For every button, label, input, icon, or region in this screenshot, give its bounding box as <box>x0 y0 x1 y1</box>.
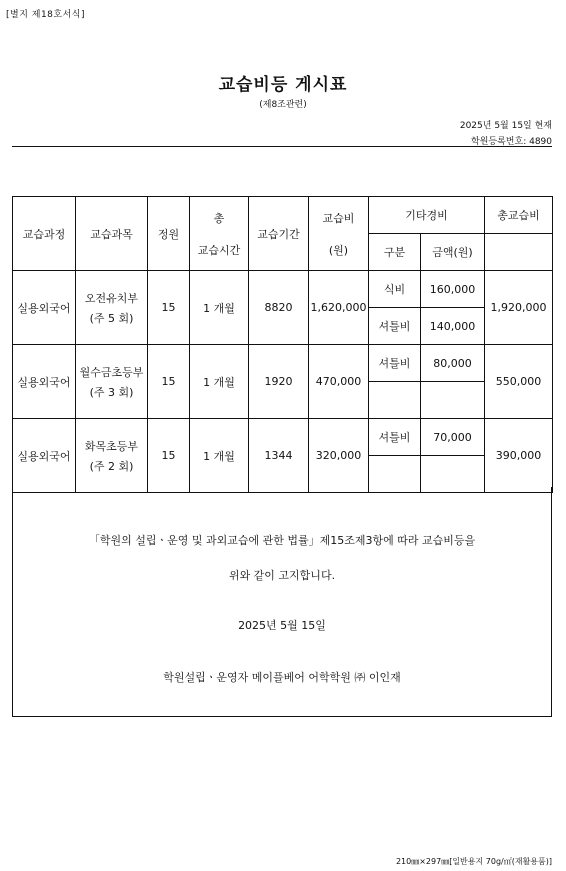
header-tuition <box>309 197 369 271</box>
header-divider <box>12 146 552 147</box>
cell-course: 실용외국어 <box>13 345 76 419</box>
cell-expense-category: 셔틀비 <box>369 345 421 382</box>
cell-tuition: 470,000 <box>309 345 369 419</box>
cell-tuition: 320,000 <box>309 419 369 493</box>
form-number-label: [별지 제18호서식] <box>6 10 85 20</box>
as-of-date: 2025년 5월 15일 현재 <box>459 121 552 131</box>
header-subject: 교습과목 <box>76 197 148 271</box>
tuition-fee-table <box>12 196 553 493</box>
cell-expense-amount: 80,000 <box>421 345 485 382</box>
cell-capacity: 15 <box>148 419 190 493</box>
table-row <box>13 345 553 382</box>
header-total-hours-line2: 교습시간 <box>197 243 241 257</box>
cell-expense-amount: 160,000 <box>421 271 485 308</box>
notice-signature: 학원설립ㆍ운영자 메이플베어 어학학원 ㈜ 이인재 <box>163 671 401 684</box>
cell-total-hours: 1 개월 <box>190 419 249 493</box>
cell-expense-amount: 140,000 <box>421 308 485 345</box>
cell-period: 1920 <box>249 345 309 419</box>
paper-spec-footer: 210㎜×297㎜[일반용지 70g/㎡(재활용품)] <box>395 857 552 866</box>
cell-subject-frequency: (주 3 회) <box>89 385 134 399</box>
cell-tuition: 1,620,000 <box>309 271 369 345</box>
document-subtitle: (제8조관련) <box>259 100 307 110</box>
cell-course: 실용외국어 <box>13 271 76 345</box>
header-total-hours <box>190 197 249 271</box>
cell-expense-category: 식비 <box>369 271 421 308</box>
cell-subject-name: 오전유치부 <box>84 291 139 305</box>
header-other-expenses: 기타경비 <box>369 197 485 234</box>
table-row <box>13 271 553 308</box>
cell-expense-category <box>369 382 421 419</box>
header-category: 구분 <box>369 234 421 271</box>
notice-statement: 위와 같이 고지합니다. <box>228 569 336 582</box>
notice-box <box>12 487 552 717</box>
header-tuition-line2: (원) <box>328 243 349 257</box>
cell-total-fee: 390,000 <box>485 419 553 493</box>
cell-expense-amount <box>421 382 485 419</box>
cell-expense-category: 셔틀비 <box>369 419 421 456</box>
cell-period: 1344 <box>249 419 309 493</box>
cell-subject-frequency: (주 5 회) <box>89 311 134 325</box>
cell-period: 8820 <box>249 271 309 345</box>
header-capacity: 정원 <box>148 197 190 271</box>
table-row <box>13 419 553 456</box>
header-total-hours-line1: 총 <box>213 211 225 225</box>
header-total-fee: 총교습비 <box>485 197 553 234</box>
cell-capacity: 15 <box>148 271 190 345</box>
cell-total-fee: 550,000 <box>485 345 553 419</box>
header-total-fee-blank <box>485 234 553 271</box>
cell-course: 실용외국어 <box>13 419 76 493</box>
header-course: 교습과정 <box>13 197 76 271</box>
cell-subject-name: 월수금초등부 <box>79 365 144 379</box>
cell-subject <box>76 419 148 493</box>
document-title: 교습비등 게시표 <box>218 75 348 95</box>
cell-subject-name: 화목초등부 <box>84 439 139 453</box>
cell-total-fee: 1,920,000 <box>485 271 553 345</box>
notice-date: 2025년 5월 15일 <box>238 619 326 632</box>
cell-expense-category: 셔틀비 <box>369 308 421 345</box>
cell-expense-amount: 70,000 <box>421 419 485 456</box>
header-amount: 금액(원) <box>421 234 485 271</box>
cell-subject-frequency: (주 2 회) <box>89 459 134 473</box>
cell-total-hours: 1 개월 <box>190 271 249 345</box>
header-tuition-line1: 교습비 <box>322 211 355 225</box>
notice-legal-basis: 「학원의 설립ㆍ운영 및 과외교습에 관한 법률」제15조제3항에 따라 교습비등을 <box>88 534 476 547</box>
cell-total-hours: 1 개월 <box>190 345 249 419</box>
cell-capacity: 15 <box>148 345 190 419</box>
cell-subject <box>76 271 148 345</box>
cell-subject <box>76 345 148 419</box>
registration-number: 학원등록번호: 4890 <box>471 137 552 147</box>
header-period: 교습기간 <box>249 197 309 271</box>
